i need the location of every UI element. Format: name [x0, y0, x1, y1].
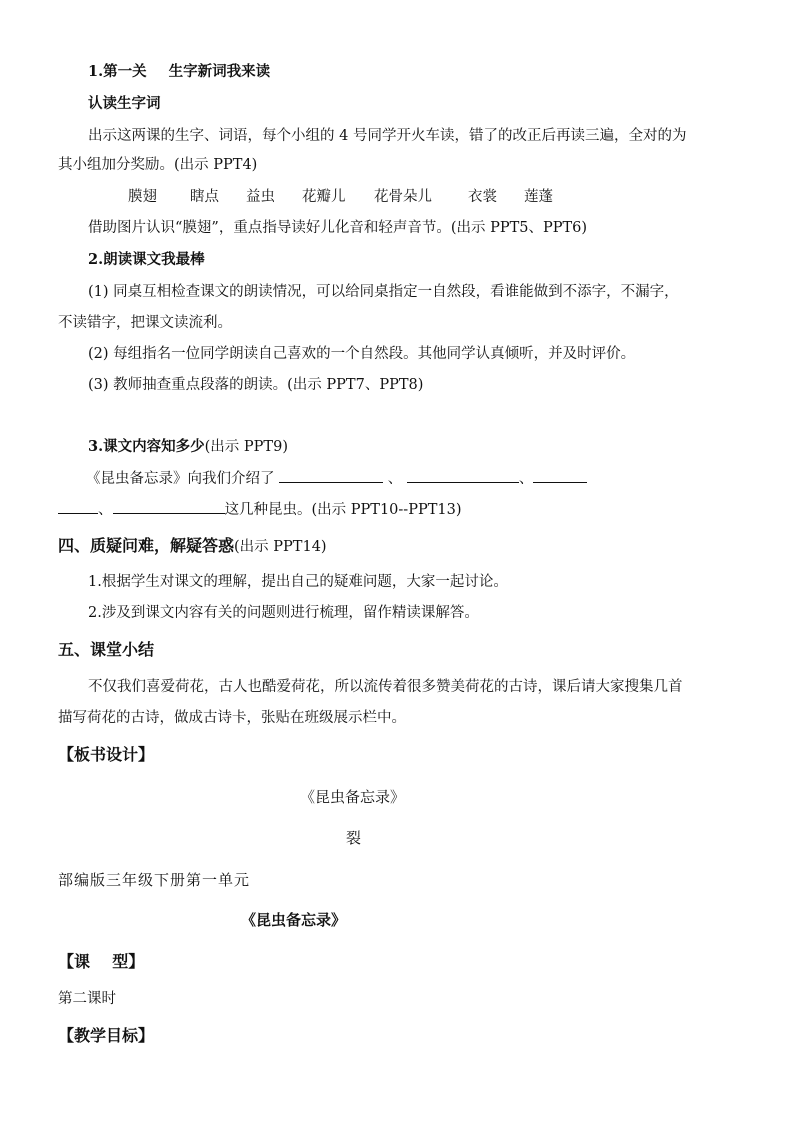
fill-in-line-1	[86, 468, 587, 489]
fill-blank	[58, 499, 98, 514]
vocab-word: 衣裳	[468, 189, 497, 205]
vocab-word: 瞎点	[190, 189, 219, 205]
lesson-type-label: 【课 型】	[58, 952, 145, 971]
fill-in-intro: 《昆虫备忘录》向我们介绍了	[86, 471, 275, 487]
fill-blank	[407, 468, 519, 483]
section-2-title: 2.朗读课文我最棒	[88, 251, 205, 268]
section-3-heading: 3.课文内容知多少	[88, 438, 205, 455]
section-2-item-2: (2) 每组指名一位同学朗读自己喜欢的一个自然段。其他同学认真倾听，并及时评价。	[88, 346, 636, 362]
vocab-word: 花瓣儿	[302, 189, 346, 205]
vocab-word: 益虫	[246, 189, 275, 205]
section-1-heading: 生字新词我来读	[168, 63, 271, 80]
section-4-item-1: 1.根据学生对课文的理解，提出自己的疑难问题，大家一起讨论。	[88, 574, 508, 590]
section-4-title	[58, 536, 327, 557]
section-4-item-2: 2.涉及到课文内容有关的问题则进行梳理，留作精读课解答。	[88, 605, 479, 621]
section-1-subtitle: 认读生字词	[88, 95, 161, 112]
teaching-goals-heading: 【教学目标】	[58, 1026, 155, 1045]
vocabulary-list	[128, 187, 553, 207]
section-1-paragraph-2: 借助图片认识“膜翅”，重点指导读好儿化音和轻声音节。(出示 PPT5、PPT6)	[88, 220, 588, 236]
section-2-item-3: (3) 教师抽查重点段落的朗读。(出示 PPT7、PPT8)	[88, 377, 424, 393]
board-text-title: 《昆虫备忘录》	[300, 788, 406, 806]
separator: 、	[518, 471, 534, 487]
lesson-header: 部编版三年级下册第一单元	[58, 871, 251, 889]
section-1-paragraph-line-2: 其小组加分奖励。(出示 PPT4)	[58, 157, 258, 173]
vocab-word: 膜翅	[128, 189, 157, 205]
section-1-paragraph-line-1: 出示这两课的生字、词语，每个小组的 4 号同学开火车读，错了的改正后再读三遍，全对的为	[88, 128, 687, 144]
fill-blank	[279, 468, 383, 483]
vocab-word: 花骨朵儿	[374, 189, 432, 205]
section-1-title	[88, 62, 270, 82]
section-2-item-1-line-2: 不读错字，把课文读流利。	[58, 315, 232, 331]
lesson-title: 《昆虫备忘录》	[241, 911, 347, 929]
section-3-note: (出示 PPT9)	[204, 439, 288, 455]
section-3-title	[88, 437, 288, 457]
fill-in-line-2	[58, 499, 462, 520]
section-4-heading: 四、质疑问难，解疑答惑	[58, 536, 235, 555]
section-2-item-1-line-1: (1) 同桌互相检查课文的朗读情况，可以给同桌指定一自然段，看谁能做到不添字，不漏字，	[88, 284, 679, 300]
lesson-type-value: 第二课时	[58, 991, 116, 1007]
fill-in-end: 这几种昆虫。(出示 PPT10--PPT13)	[224, 502, 462, 518]
separator: 、	[387, 471, 403, 487]
section-5-line-1: 不仅我们喜爱荷花，古人也酷爱荷花，所以流传着很多赞美荷花的古诗，课后请大家搜集几首	[88, 679, 683, 695]
vocab-word: 莲蓬	[524, 189, 553, 205]
section-1-number: 1.第一关	[88, 63, 147, 80]
board-design-heading: 【板书设计】	[58, 745, 155, 764]
section-5-title: 五、课堂小结	[58, 640, 155, 659]
fill-blank	[113, 499, 225, 514]
separator: 、	[98, 502, 113, 518]
board-character: 裂	[346, 829, 362, 847]
fill-blank	[533, 468, 587, 483]
section-5-line-2: 描写荷花的古诗，做成古诗卡，张贴在班级展示栏中。	[58, 710, 406, 726]
section-4-note: (出示 PPT14)	[234, 539, 327, 555]
